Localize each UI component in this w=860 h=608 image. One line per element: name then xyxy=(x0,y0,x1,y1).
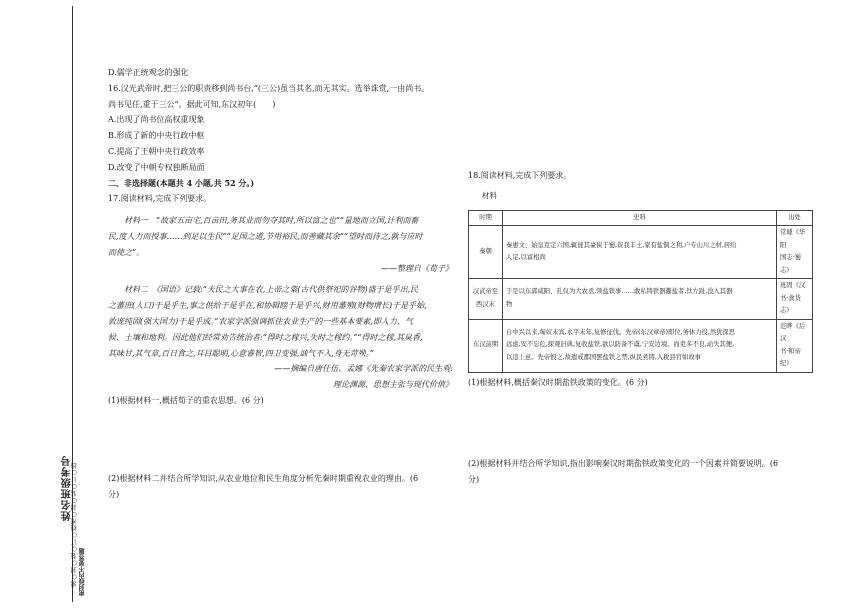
material2-line3: 敦庞纯固(强大国力)于是乎成。”农家学派强调抓住农业生产的一些基本要素,即人力、气 xyxy=(108,316,413,326)
table-cell-source: 范晔《后汉 书·和帝 纪》 xyxy=(777,319,813,372)
binding-line-marks: 密○封○装○订○线密○封○装○订○线 xyxy=(71,462,78,587)
q17-part1: (1)根据材料一,概括荀子的重农思想。(6 分) xyxy=(108,395,264,405)
binding-note: 密封线内不要答题 xyxy=(79,548,86,596)
q17-part2-line1: (2)根据材料二并结合所学知识,从农业地位和民生角度分析先秦时期重视农业的理由。(6 xyxy=(108,473,419,483)
table-header-content: 史料 xyxy=(503,210,777,226)
table-cell-content: 秦惠文、始皇克定六国,辄徙其豪侠于蜀,资我丰土,家有盐铜之利,户专山川之材,居给 人足,以富相尚 xyxy=(503,226,777,279)
material2-source-line1: ——摘编自唐任伍、孟娜《先秦农家学派的民生观: xyxy=(274,364,453,374)
q15-option-d: D.儒学正统观念的强化 xyxy=(108,68,189,77)
source-table xyxy=(468,210,813,373)
q18-part2-line1: (2)根据材料并结合所学知识,指出影响秦汉时期盐铁政策变化的一个因素并简要说明。(6 xyxy=(468,459,779,469)
q16-option-a: A.出现了尚书位高权重现象 xyxy=(108,115,205,125)
material1-line1: 材料一 “故家五亩宅,百亩田,务其业而勿夺其时,所以富之也”“量地而立国,计利而畜 xyxy=(124,216,419,226)
material1-line2: 民,度人力而授事……到足以生民”“足国之道,节用裕民,而善藏其余”“望时而待之,孰与应时 xyxy=(108,231,423,241)
table-cell-era: 东汉前期 xyxy=(469,319,503,372)
q18-intro: 18.阅读材料,完成下列要求。 xyxy=(468,171,572,180)
table-header-row xyxy=(469,210,813,226)
material2-line1: 材料二 《国语》记载:“夫民之大事在农,上帝之粢(古代供祭祀的谷物)盛于是乎出,民 xyxy=(124,285,419,295)
q16-stem-line2: 尚书见任,重于三公”。据此可知,东汉初年( ) xyxy=(108,99,276,109)
q16-stem-line1: 16.汉光武帝时,把三公的职责移到尚书台,“(三公)虽当其名,而无其实。选举诛赏,一由尚书。 xyxy=(108,83,430,93)
material2-line4: 候、土壤和地利。因此他们经常劝告统治者:“得时之稼兴,失时之稼约。”“得时之稼,其臭香, xyxy=(108,332,423,342)
q16-option-d: D.改变了中朝专权独断局面 xyxy=(108,162,205,172)
material-label: 材料 xyxy=(482,190,497,200)
table-header-source: 出处 xyxy=(777,210,813,226)
right-column xyxy=(468,168,813,488)
material1-source: ——整理自《荀子》 xyxy=(381,263,453,273)
material2-line2: 之蕃庶(人口)于是乎生,事之供给于是乎在,和协辑睦于是乎兴,财用蕃殖(财物增长)于是乎始, xyxy=(108,301,427,311)
table-cell-content: 自中兴以来,匈奴未宾,永平末年,复修征伐。先帝(东汉章帝)即位,务休力役,然犹深思 远虑,安不忘危,探观旧典,复收盐铁,欲以防备不虞,宁安边境。而吏多不良,动失其便, 以违上意。先帝恨之,故遗戒郡国罢盐铁之禁,纵民煮铸,入税县官如故事 xyxy=(503,319,777,372)
q17-intro: 17.阅读材料,完成下列要求。 xyxy=(108,194,212,204)
q18-part2-line2: 分) xyxy=(468,475,480,485)
q17-part2-line2: 分) xyxy=(108,489,120,499)
table-cell-source: 常璩《华阳 国志·蜀 志》 xyxy=(777,226,813,279)
q16-option-c: C.提高了王朝中央行政效率 xyxy=(108,146,205,156)
table-row xyxy=(469,226,813,279)
table-row xyxy=(469,319,813,372)
table-cell-era: 汉武帝至 西汉末 xyxy=(469,279,503,320)
binding-strip xyxy=(0,0,95,608)
table-cell-source: 班固《汉 书·食货 志》 xyxy=(777,279,813,320)
material2-source-line2: 理论渊源、思想主张与现代价值》 xyxy=(333,380,453,390)
table-header-era: 时期 xyxy=(469,210,503,226)
table-cell-content: 于是以东郭咸阳、孔仅为大农丞,领盐铁事……敢私铸铁器鬻盐者,钛左趾,没入其器 物 xyxy=(503,279,777,320)
material1-line3: 而使之”。 xyxy=(108,247,145,257)
q16-option-b: B.形成了新的中央行政中枢 xyxy=(108,131,205,141)
binding-title: 姓名班级考号 xyxy=(62,455,73,521)
q18-part1: (1)根据材料,概括秦汉时期盐铁政策的变化。(6 分) xyxy=(468,377,648,387)
table-row xyxy=(469,279,813,320)
section-heading: 二、非选择题(本题共 4 小题,共 52 分。) xyxy=(108,177,255,188)
table-cell-era: 秦朝 xyxy=(469,226,503,279)
left-column xyxy=(108,65,453,502)
material2-line5: 其味甘,其气章,百日食之,耳目聪明,心意睿智,四卫变强,讻气不入,身无苛殃。” xyxy=(108,348,374,358)
